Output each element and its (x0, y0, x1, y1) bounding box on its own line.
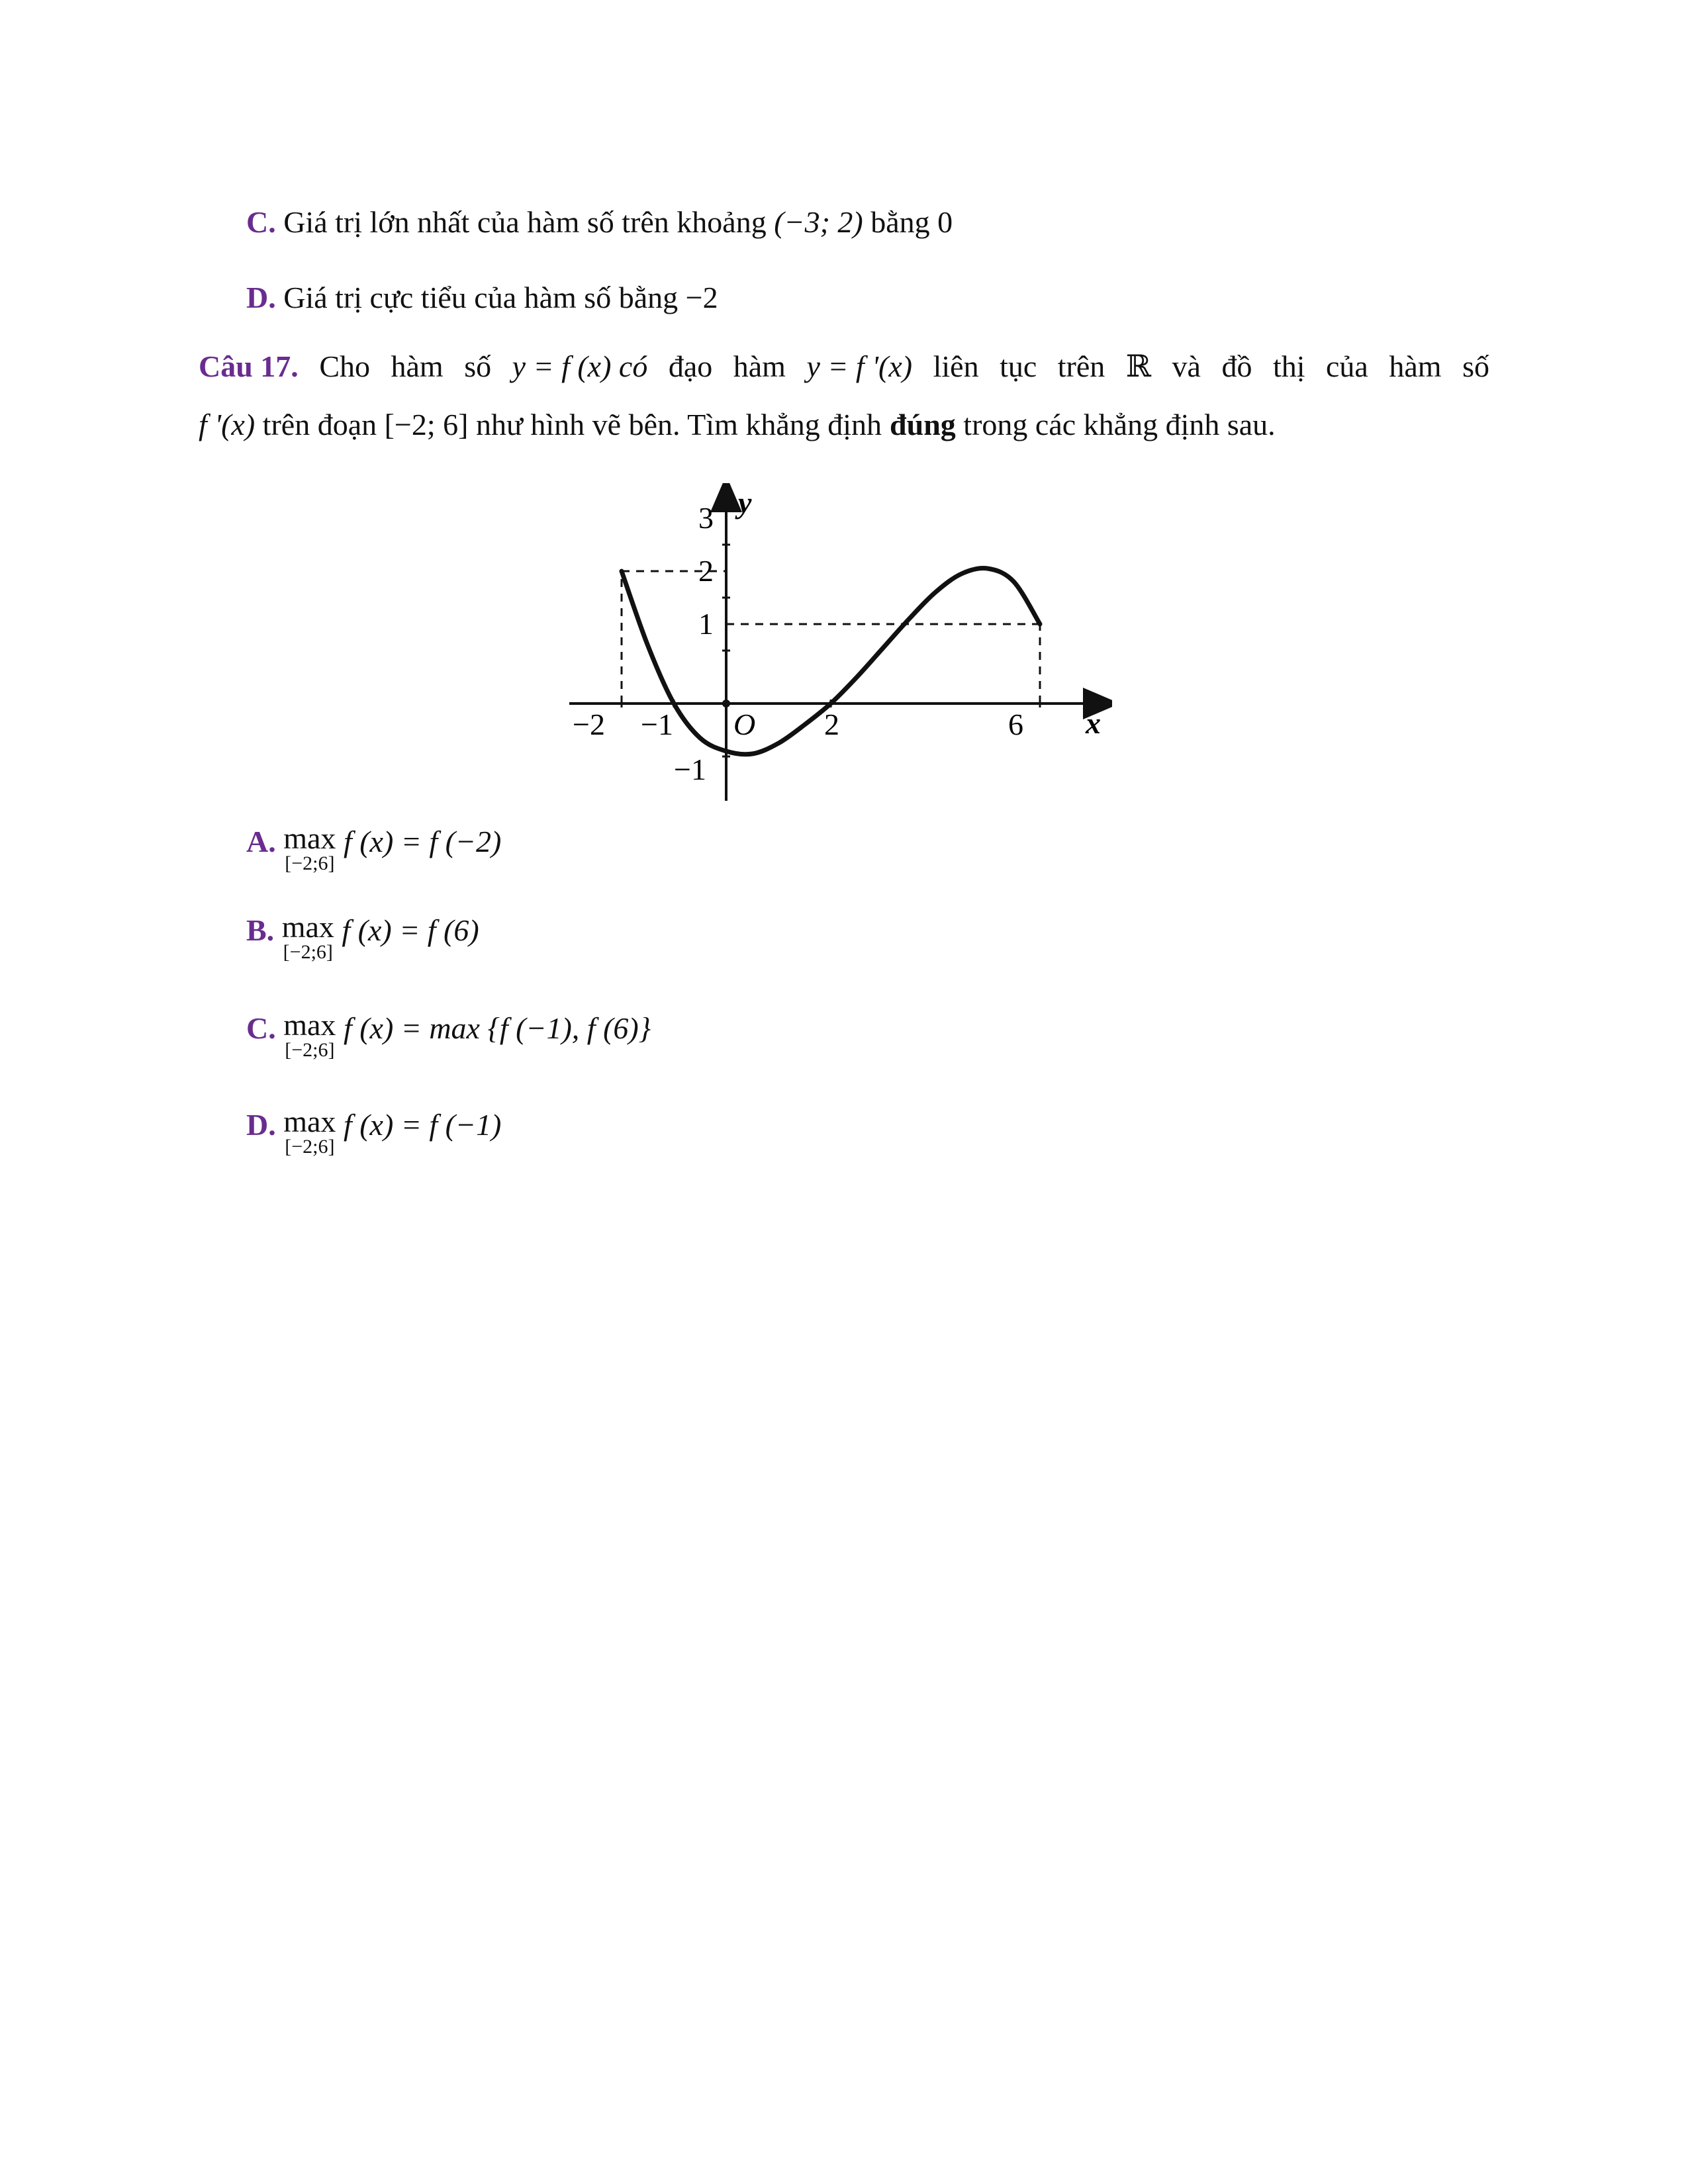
derivative-graph (569, 483, 1112, 814)
x-axis-label: x (1086, 706, 1101, 740)
x-tick-label: −2 (573, 707, 605, 741)
word: Cho (319, 349, 370, 383)
y-tick-label: 3 (698, 501, 714, 535)
word: tục (1000, 349, 1037, 383)
x-tick-label: −1 (641, 707, 673, 741)
dashed-guides (622, 571, 1040, 704)
x-tick-label: 2 (824, 707, 839, 741)
question-line-1 (199, 347, 1489, 387)
x-tick-label: 6 (1008, 707, 1023, 741)
max-operator (282, 911, 334, 961)
answer-expression: f (x) = max {f (−1), f (6)} (343, 1011, 651, 1045)
answer-label: A. (246, 825, 276, 858)
word: số (1462, 349, 1489, 383)
question-line-2 (199, 405, 1489, 445)
question-label: Câu 17. (199, 349, 299, 383)
max-subscript: [−2;6] (285, 1039, 335, 1061)
option-value: −2 (685, 281, 718, 314)
answer-a[interactable] (246, 822, 501, 872)
word: thị (1272, 349, 1305, 383)
answer-expression: f (x) = f (−2) (343, 825, 502, 858)
max-text: max (281, 910, 334, 944)
max-text: max (283, 1105, 336, 1138)
option-text: Giá trị lớn nhất của hàm số trên khoảng (283, 205, 767, 239)
answer-c[interactable] (246, 1009, 651, 1059)
answer-label: D. (246, 1108, 276, 1142)
option-tail: bằng 0 (870, 205, 953, 239)
word: hàm (391, 349, 444, 383)
option-c-prev (246, 203, 953, 242)
word: của (1326, 349, 1368, 383)
reals-symbol: ℝ (1125, 349, 1152, 383)
interval: [−2; 6] (384, 408, 469, 441)
option-label: C. (246, 205, 276, 239)
option-d-prev (246, 278, 718, 318)
answer-label: B. (246, 913, 275, 947)
derivative-symbol: f '(x) (199, 408, 256, 441)
answer-label: C. (246, 1011, 276, 1045)
option-interval: (−3; 2) (774, 205, 863, 239)
y-tick-label: −1 (674, 752, 706, 786)
word: số (464, 349, 492, 383)
origin-dot (722, 700, 730, 707)
max-operator (283, 1105, 336, 1156)
max-operator (283, 1009, 336, 1059)
graph-figure (569, 483, 1112, 817)
max-subscript: [−2;6] (285, 852, 335, 874)
word: trên (1057, 349, 1105, 383)
max-text: max (283, 1008, 336, 1042)
y-tick-label: 2 (698, 554, 714, 588)
word: y = f (x) có (512, 349, 648, 383)
word: hàm (1389, 349, 1442, 383)
text: trong các khẳng định sau. (963, 408, 1276, 441)
answer-expression: f (x) = f (−1) (343, 1108, 502, 1142)
origin-label: O (733, 707, 756, 741)
answer-b[interactable] (246, 911, 479, 961)
y-axis-label: y (738, 486, 752, 520)
question-17 (199, 347, 1489, 445)
max-operator (283, 822, 336, 872)
answer-d[interactable] (246, 1105, 501, 1156)
word: và (1172, 349, 1201, 383)
y-tick-label: 1 (698, 607, 714, 641)
option-text: Giá trị cực tiểu của hàm số bằng (283, 281, 679, 314)
word: y = f '(x) (806, 349, 913, 383)
max-text: max (283, 821, 336, 855)
option-label: D. (246, 281, 276, 314)
word: liên (933, 349, 979, 383)
word: đồ (1221, 349, 1252, 383)
max-subscript: [−2;6] (283, 941, 333, 963)
word: hàm (733, 349, 786, 383)
word: đạo (668, 349, 713, 383)
text: trên đoạn (262, 408, 377, 441)
emphasis: đúng (890, 408, 956, 441)
max-subscript: [−2;6] (285, 1136, 335, 1158)
answer-expression: f (x) = f (6) (342, 913, 479, 947)
text: như hình vẽ bên. Tìm khẳng định (475, 408, 882, 441)
